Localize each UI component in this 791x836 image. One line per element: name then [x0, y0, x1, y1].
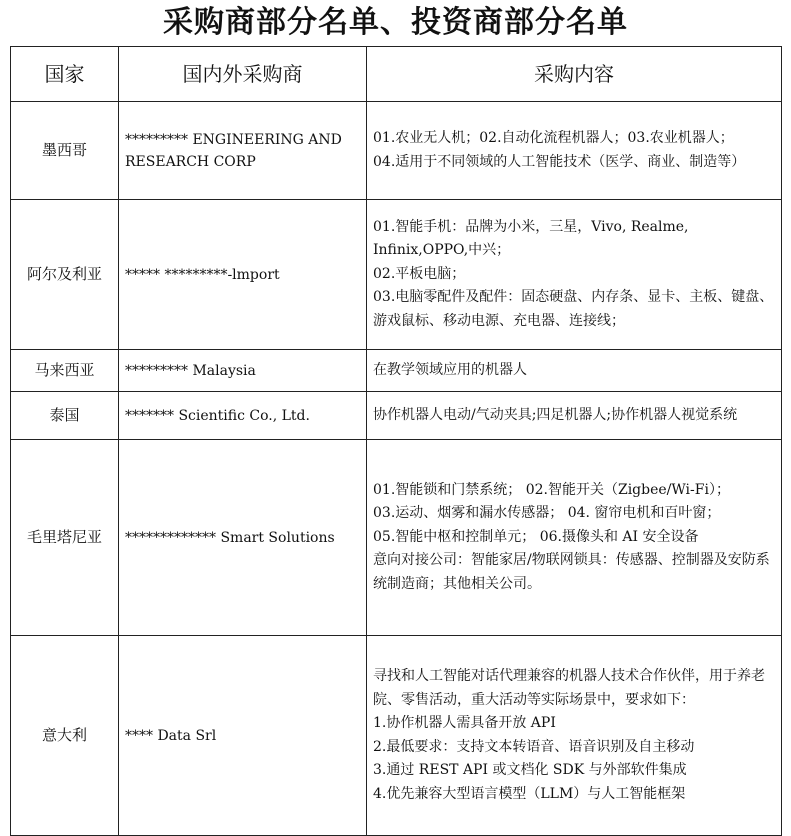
content-line: 01.农业无人机；02.自动化流程机器人；03.农业机器人； [373, 130, 734, 146]
content-cell [367, 102, 782, 200]
content-line: 1.协作机器人需具备开放 API [373, 715, 556, 731]
country-cell: 泰国 [11, 392, 119, 440]
content-line: 2.最低要求：支持文本转语音、语音识别及自主移动 [373, 738, 695, 755]
country-cell: 阿尔及利亚 [11, 200, 119, 350]
page-title: 采购商部分名单、投资商部分名单 [163, 5, 628, 40]
content-cell [367, 200, 782, 350]
content-cell [367, 392, 782, 440]
content-line: 03.运动、烟雾和漏水传感器； 04. 窗帘电机和百叶窗； [373, 505, 721, 522]
country-cell: 墨西哥 [11, 102, 119, 200]
content-line: 4.优先兼容大型语言模型（LLM）与人工智能框架 [373, 785, 686, 802]
content-cell [367, 350, 782, 392]
content-line: 04.适用于不同领域的人工智能技术（医学、商业、制造等） [373, 153, 746, 170]
table-row [11, 350, 782, 392]
content-line: 3.通过 REST API 或文档化 SDK 与外部软件集成 [373, 762, 687, 778]
content-line: 寻找和人工智能对话代理兼容的机器人技术合作伙伴，用于养老院、零售活动，重大活动等实际场景中，要求如下： [373, 668, 765, 708]
content-cell [367, 440, 782, 636]
table-row [11, 102, 782, 200]
content-line: 02.平板电脑； [373, 265, 466, 282]
content-line: 协作机器人电动/气动夹具;四足机器人;协作机器人视觉系统 [373, 406, 738, 423]
header-buyer: 国内外采购商 [119, 47, 367, 102]
country-cell: 意大利 [11, 636, 119, 836]
table-header-row [11, 47, 782, 102]
content-line: 在教学领域应用的机器人 [373, 361, 527, 378]
content-line: 01.智能手机：品牌为小米，三星，Vivo, Realme, Infinix,OPPO,中兴； [373, 218, 689, 259]
header-country: 国家 [11, 47, 119, 102]
content-line: 01.智能锁和门禁系统； 02.智能开关（Zigbee/Wi-Fi）； [373, 481, 730, 498]
table-row [11, 440, 782, 636]
content-cell [367, 636, 782, 836]
buyer-cell: **** Data Srl [119, 636, 367, 836]
buyer-table [10, 46, 782, 836]
country-cell: 马来西亚 [11, 350, 119, 392]
table-row [11, 636, 782, 836]
table-row [11, 200, 782, 350]
buyer-cell: ***** *********-lmport [119, 200, 367, 350]
buyer-cell: ********* Malaysia [119, 350, 367, 392]
content-line: 意向对接公司：智能家居/物联网锁具：传感器、控制器及安防系统制造商；其他相关公司。 [373, 552, 770, 592]
content-line: 05.智能中枢和控制单元； 06.摄像头和 AI 安全设备 [373, 528, 699, 545]
content-line: 03.电脑零配件及配件：固态硬盘、内存条、显卡、主板、键盘、游戏鼠标、移动电源、充电器、连接线； [373, 289, 774, 329]
header-content: 采购内容 [367, 47, 782, 102]
buyer-cell: ********* ENGINEERING AND RESEARCH CORP [119, 102, 367, 200]
table-row [11, 392, 782, 440]
buyer-cell: ************* Smart Solutions [119, 440, 367, 636]
country-cell: 毛里塔尼亚 [11, 440, 119, 636]
buyer-cell: ******* Scientific Co., Ltd. [119, 392, 367, 440]
